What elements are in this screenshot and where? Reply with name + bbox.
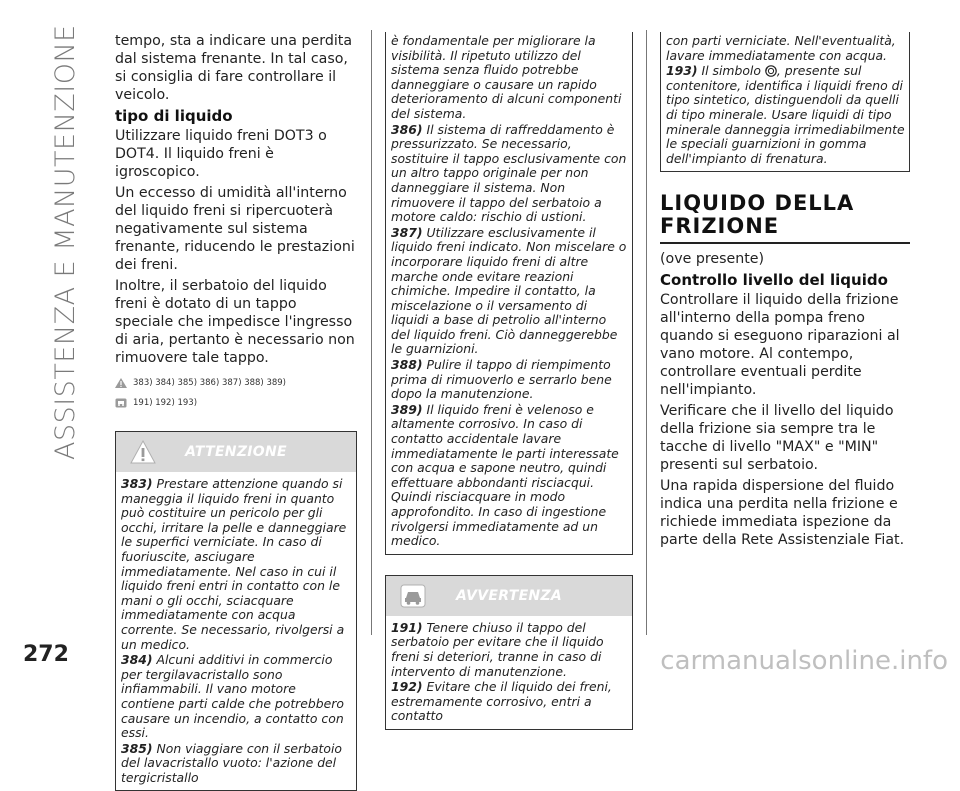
paragraph: Verificare che il livello del liquido della frizione sia sempre tra le tacche di livello "MAX" e "MIN" presenti sul serbatoio. xyxy=(660,403,894,474)
caution-item: 193) Il simbolo , presente sul contenitore, identifica i liquidi freno di tipo sintetico, distinguendoli da quelli di tipo minerale. Usare liquidi di tipo minerale danneggia irrimediabilmente le speciali guarnizioni in gomma dell'impianto di frenatura. xyxy=(666,63,905,166)
paragraph: tempo, sta a indicare una perdita dal sistema frenante. In tal caso, si consiglia di fare controllare il veicolo. xyxy=(115,33,353,103)
avvertenza-box-continued xyxy=(660,32,910,172)
column-divider xyxy=(371,30,372,635)
watermark: carmanualsonline.info xyxy=(660,646,948,676)
section-title-clutch-fluid: LIQUIDO DELLA FRIZIONE xyxy=(660,192,910,244)
caution-item-continued: con parti verniciate. Nell'eventualità, lavare immediatamente con acqua. xyxy=(666,33,896,63)
column-divider xyxy=(646,30,647,635)
caution-item: 192) Evitare che il liquido dei freni, estremamente corrosivo, entri a contatto xyxy=(391,679,612,724)
caution-references xyxy=(115,393,357,413)
warning-item: 384) Alcuni additivi in commercio per tergilavacristallo sono infiammabili. Il vano motore contiene parti calde che potrebbero causare un incendio, a contatto con essi. xyxy=(121,652,344,741)
col3-text xyxy=(660,250,910,549)
avvertenza-title: AVVERTENZA xyxy=(455,587,563,604)
column-3 xyxy=(660,32,910,552)
attenzione-box xyxy=(115,431,357,791)
attenzione-title: ATTENZIONE xyxy=(185,444,287,460)
reference-list xyxy=(115,373,357,413)
side-section-title xyxy=(50,20,90,620)
side-section-title-text: ASSISTENZA E MANUTENZIONE xyxy=(50,24,81,460)
avvertenza-box-header xyxy=(386,576,632,616)
attenzione-box-header xyxy=(116,432,356,472)
attenzione-box-continued-body xyxy=(386,32,632,554)
paragraph: Una rapida dispersione del fluido indica una perdita nella frizione e richiede immediata ispezione da parte della Rete Assistenziale Fiat. xyxy=(660,478,905,549)
paragraph: Un eccesso di umidità all'interno del liquido freni si ripercuoterà negativamente sul sistema frenante, riducendo le prestazioni dei freni. xyxy=(115,185,355,273)
subheading-level-check: Controllo livello del liquido xyxy=(660,271,888,290)
warning-references xyxy=(115,373,357,393)
warning-item: 386) Il sistema di raffreddamento è pressurizzato. Se necessario, sostituire il tappo esclusivamente con un altro tappo originale per non danneggiare il sistema. Non rimuovere il tappo del serbatoio a motore caldo: rischio di ustioni. xyxy=(391,121,627,225)
paragraph: Controllare il liquido della frizione all'interno della pompa freno quando si eseguono riparazioni al vano motore. Al contempo, controllare eventuali perdite nell'impianto. xyxy=(660,292,900,399)
warning-triangle-icon xyxy=(130,440,156,464)
warning-item: 387) Utilizzare esclusivamente il liquido freni indicato. Non miscelare o incorporare liquido freni di altre marche onde evitare reazioni chimiche. Impedire il contatto, la miscelazione o il versamento di liquidi a base di petrolio all'interno del liquido freni. Ciò danneggerebbe le guarnizioni. xyxy=(391,224,627,357)
warning-reference-numbers: 383) 384) 385) 386) 387) 388) 389) xyxy=(133,378,286,388)
warning-item-continued: è fondamentale per migliorare la visibilità. Il ripetuto utilizzo del sistema senza fluido potrebbe danneggiare o causare un rapido deterioramento di alcuni componenti del sistema. xyxy=(391,33,622,121)
warning-item: 385) Non viaggiare con il serbatoio del lavacristallo vuoto: l'azione del tergicristallo xyxy=(121,740,343,785)
attenzione-box-body xyxy=(116,472,356,790)
presence-note: (ove presente) xyxy=(660,251,765,268)
page-number: 272 xyxy=(23,642,69,667)
subheading-fluid-type: tipo di liquido xyxy=(115,107,233,125)
caution-reference-numbers: 191) 192) 193) xyxy=(133,398,198,408)
car-caution-icon xyxy=(400,584,426,608)
column-1 xyxy=(115,32,357,791)
avvertenza-box-continued-body xyxy=(661,32,909,171)
warning-item: 389) Il liquido freni è velenoso e altamente corrosivo. In caso di contatto accidentale lavare immediatamente le parti interessate con acqua e sapone neutro, quindi effettuare abbondanti risciacqui. Quindi risciacquare in modo approfondito. In caso di ingestione rivolgersi immediatamente ad un medico. xyxy=(391,401,619,549)
synthetic-brake-fluid-icon xyxy=(765,65,777,77)
col1-text xyxy=(115,32,357,367)
caution-item: 191) Tenere chiuso il tappo del serbatoio per evitare che il liquido freni si deteriori, tranne in caso di intervento di manutenzione. xyxy=(391,619,604,679)
attenzione-box-continued xyxy=(385,32,633,555)
paragraph: Inoltre, il serbatoio del liquido freni è dotato di un tappo speciale che impedisce l'ingresso di aria, pertanto è necessario non rimuovere tale tappo. xyxy=(115,278,355,366)
avvertenza-box xyxy=(385,575,633,730)
warning-item: 383) Prestare attenzione quando si maneggia il liquido freni in quanto può costituire un pericolo per gli occhi, irritare la pelle e danneggiare le superfici verniciate. In caso di fuoriuscite, asciugare immediatamente. Nel caso in cui il liquido freni entri in contatto con le mani o gli occhi, sciacquare immediatamente con acqua corrente. Se necessario, rivolgersi a un medico. xyxy=(121,476,347,652)
paragraph: Utilizzare liquido freni DOT3 o DOT4. Il liquido freni è igroscopico. xyxy=(115,128,327,180)
warning-triangle-icon xyxy=(115,378,127,388)
avvertenza-box-body xyxy=(386,616,632,729)
car-caution-icon xyxy=(115,398,127,408)
warning-item: 388) Pulire il tappo di riempimento prima di rimuoverlo e serrarlo bene dopo la manutenzione. xyxy=(391,357,612,402)
column-2 xyxy=(385,32,633,730)
